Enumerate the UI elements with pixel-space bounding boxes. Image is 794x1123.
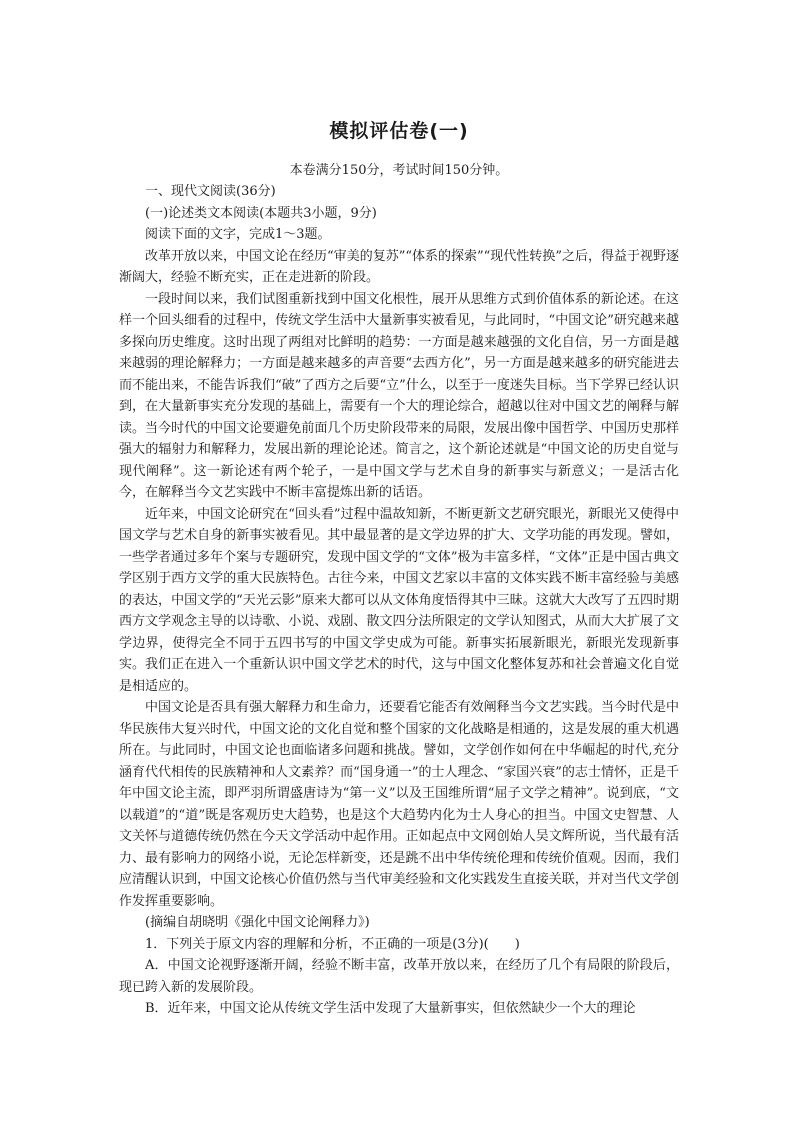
passage-paragraph: 改革开放以来，中国文论在经历“审美的复苏”“体系的探索”“现代性转换”之后，得益于视野逐渐阔大，经验不断充实，正在走进新的阶段。 [119,248,679,285]
question-1-option-a: A．中国文论视野逐渐开阔，经验不断丰富，改革开放以来，在经历了几个有局限的阶段后，现已跨入新的发展阶段。 [119,958,679,995]
page-title: 模拟评估卷(一) [329,120,469,142]
exam-page [119,118,679,1020]
passage-paragraph: 近年来，中国文论研究在“回头看”过程中温故知新，不断更新文艺研究眼光，新眼光又使得中国文学与艺术自身的新事实被看见。其中最显著的是文学边界的扩大、文学功能的再发现。譬如，一些学者通过多年个案与专题研究，发现中国文学的“文体”极为丰富多样，“文体”正是中国古典文学区别于西方文学的重大民族特色。古往今来，中国文艺家以丰富的文体实践不断丰富经验与美感的表达，中国文学的“天光云影”原来大都可以从文体角度悟得其中三昧。这就大大改写了五四时期西方文学观念主导的以诗歌、小说、戏剧、散文四分法所限定的文学认知图式，从而大大扩展了文学边界，使得完全不同于五四书写的中国文学史成为可能。新事实拓展新眼光，新眼光发现新事实。我们正在进入一个重新认识中国文学艺术的时代，这与中国文化整体复苏和社会普遍文化自觉是相适应的。 [119,506,679,694]
question-1-stem: 1．下列关于原文内容的理解和分析，不正确的一项是(3分)( ) [145,936,520,952]
passage-paragraph: 中国文论是否具有强大解释力和生命力，还要看它能否有效阐释当今文艺实践。当今时代是中华民族伟大复兴时代，中国文论的文化自觉和整个国家的文化战略是相通的，这是发展的重大机遇所在。与此同时，中国文论也面临诸多问题和挑战。譬如，文学创作如何在中华崛起的时代,充分涵育代代相传的民族精神和人文素养？而“国身通一”的士人理念、“家国兴衰”的志士情怀，正是千年中国文论主流，即严羽所谓盛唐诗为“第一义”以及王国维所谓“屈子文学之精神”。说到底，“文以载道”的“道”既是客观历史大趋势，也是这个大趋势内化为士人身心的担当。中国文史智慧、人文关怀与道德传统仍然在今天文学活动中起作用。正如起点中文网创始人吴文辉所说，当代最有活力、最有影响力的网络小说，无论怎样新变，还是跳不出中华传统伦理和传统价值观。因而，我们应清醒认识到，中国文论核心价值仍然与当代审美经验和文化实践发生直接关联，并对当代文学创作发挥重要影响。 [119,700,679,909]
reading-instruction: 阅读下面的文字，完成1～3题。 [145,227,331,242]
section-heading: 一、现代文阅读(36分) [145,184,276,199]
passage-paragraph: 一段时间以来，我们试图重新找到中国文化根性，展开从思维方式到价值体系的新论述。在这样一个回头细看的过程中，传统文学生活中大量新事实被看见，与此同时，“中国文论”研究越来越多探向历史维度。这时出现了两组对比鲜明的趋势：一方面是越来越强的文化自信，另一方面是越来越弱的理论解释力；一方面是越来越多的声音要“去西方化”，另一方面是越来越多的研究能进去而不能出来，不能告诉我们“破”了西方之后要“立”什么，以至于一度迷失目标。当下学界已经认识到，在大量新事实充分发现的基础上，需要有一个大的理论综合，超越以往对中国文艺的阐释与解读。当今时代的中国文论要避免前面几个历史阶段带来的局限，发展出像中国哲学、中国历史那样强大的辐射力和解释力，发展出新的理论论述。简言之，这个新论述就是“中国文论的历史自觉与现代阐释”。这一新论述有两个轮子，一是中国文学与艺术自身的新事实与新意义；一是活古化今，在解释当今文艺实践中不断丰富提炼出新的话语。 [119,291,679,500]
question-1-option-b: B．近年来，中国文论从传统文学生活中发现了大量新事实，但依然缺少一个大的理论 [145,1001,636,1016]
passage-source: (摘编自胡晓明《强化中国文论阐释力》) [145,915,370,930]
exam-info: 本卷满分150分，考试时间150分钟。 [289,163,509,178]
subsection-heading: (一)论述类文本阅读(本题共3小题，9分) [145,205,377,221]
question-1 [119,934,679,1020]
